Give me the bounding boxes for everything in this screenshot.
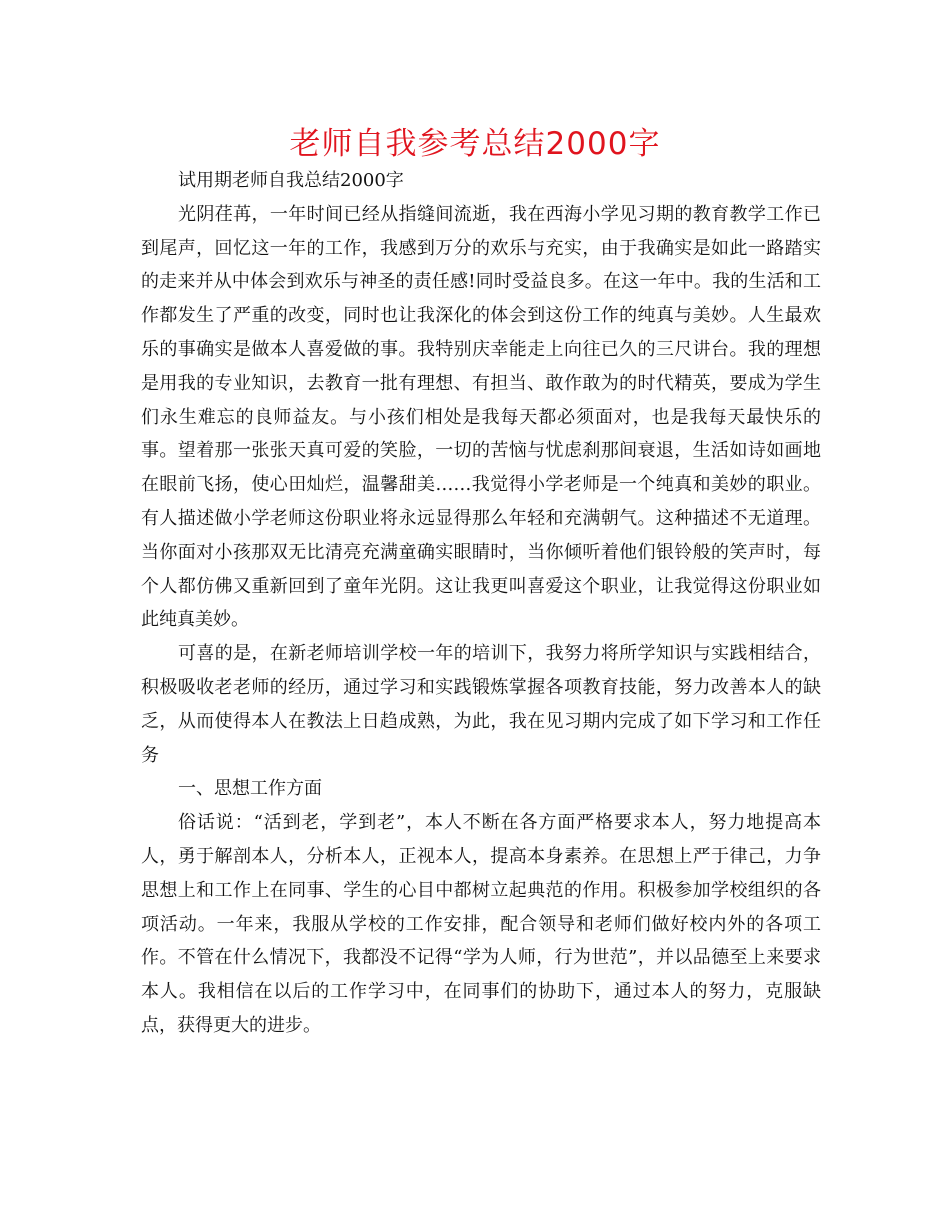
document-body: [141, 164, 821, 1043]
subtitle-paragraph: 试用期老师自我总结2000字: [178, 170, 404, 191]
body-paragraph-intro: 光阴荏苒，一年时间已经从指缝间流逝，我在西海小学见习期的教育教学工作已到尾声，回忆这一年的工作，我感到万分的欢乐与充实，由于我确实是如此一路踏实的走来并从中体会到欢乐与神圣的责任感!同时受益良多。在这一年中。我的生活和工作都发生了严重的改变，同时也让我深化的体会到这份工作的纯真与美妙。人生最欢乐的事确实是做本人喜爱做的事。我特别庆幸能走上向往已久的三尺讲台。我的理想是用我的专业知识，去教育一批有理想、有担当、敢作敢为的时代精英，要成为学生们永生难忘的良师益友。与小孩们相处是我每天都必须面对，也是我每天最快乐的事。望着那一张张天真可爱的笑脸，一切的苦恼与忧虑刹那间衰退，生活如诗如画地在眼前飞扬，使心田灿烂，温馨甜美……我觉得小学老师是一个纯真和美妙的职业。有人描述做小学老师这份职业将永远显得那么年轻和充满朝气。这种描述不无道理。当你面对小孩那双无比清亮充满童确实眼睛时，当你倾听着他们银铃般的笑声时，每个人都仿佛又重新回到了童年光阴。这让我更叫喜爱这个职业，让我觉得这份职业如此纯真美妙。: [141, 203, 821, 631]
document-title: 老师自我参考总结2000字: [289, 126, 661, 162]
body-paragraph-training: 可喜的是，在新老师培训学校一年的培训下，我努力将所学知识与实践相结合，积极吸收老老师的经历，通过学习和实践锻炼掌握各项教育技能，努力改善本人的缺乏，从而使得本人在教法上日趋成熟，为此，我在见习期内完成了如下学习和工作任务: [141, 643, 821, 766]
section-heading-thought-work: 一、思想工作方面: [178, 778, 322, 800]
body-paragraph-thought-work: 俗话说：“活到老，学到老”，本人不断在各方面严格要求本人，努力地提高本人，勇于解剖本人，分析本人，正视本人，提高本身素养。在思想上严于律己，力争思想上和工作上在同事、学生的心目中都树立起典范的作用。积极参加学校组织的各项活动。一年来，我服从学校的工作安排，配合领导和老师们做好校内外的各项工作。不管在什么情况下，我都没不记得“学为人师，行为世范”，并以品德至上来要求本人。我相信在以后的工作学习中，在同事们的协助下，通过本人的努力，克服缺点，获得更大的进步。: [141, 812, 821, 1036]
